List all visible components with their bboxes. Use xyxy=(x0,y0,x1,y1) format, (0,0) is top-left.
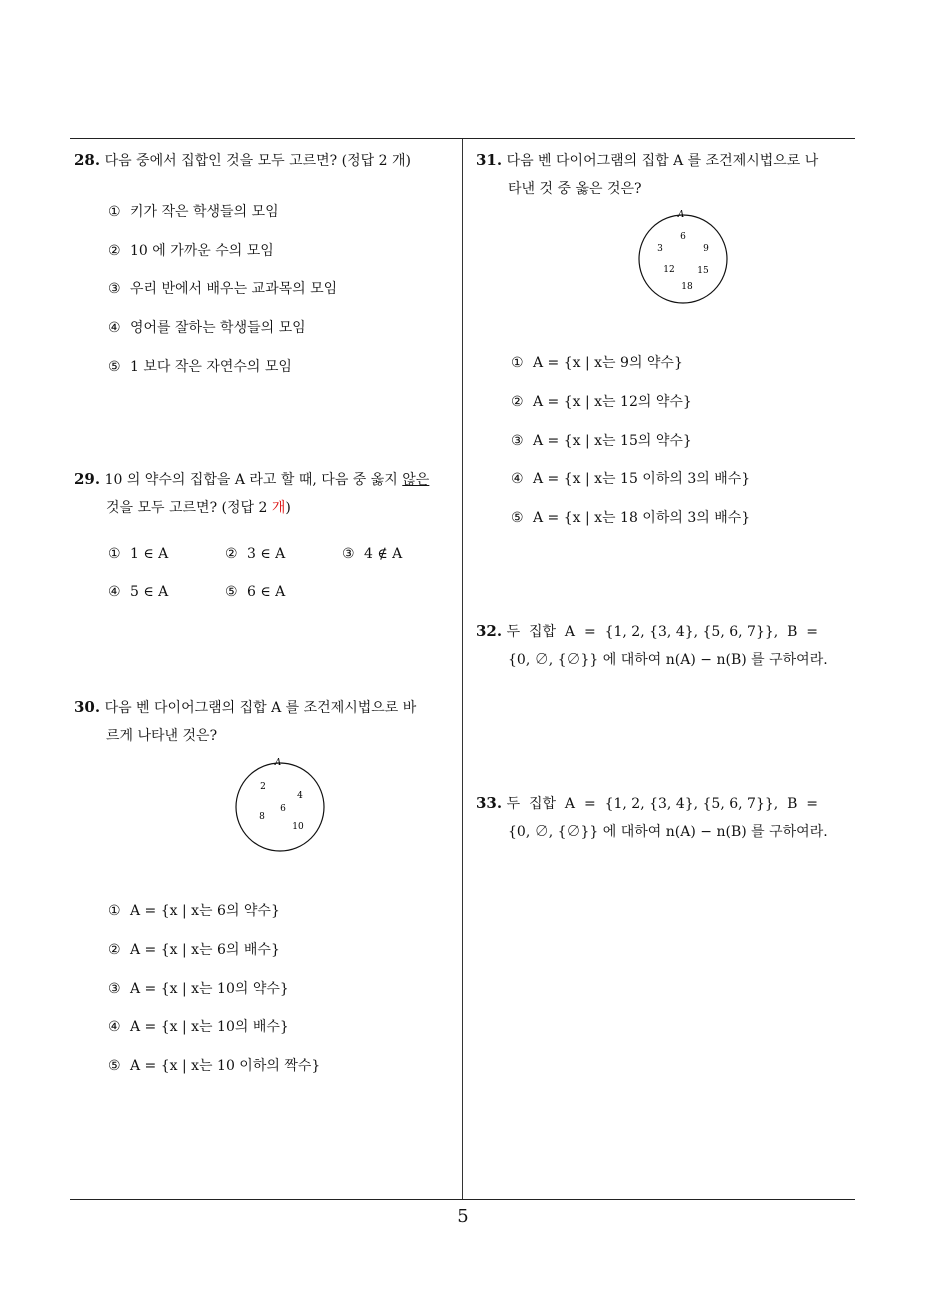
question-text-line2: 타낸 것 중 옳은 것은? xyxy=(508,181,642,197)
venn-diagram-q30 xyxy=(228,756,332,856)
question-text-line2: 르게 나타낸 것은? xyxy=(106,728,218,744)
venn-element: 18 xyxy=(681,282,693,292)
venn-element: 8 xyxy=(259,812,265,822)
q28-option-2[interactable]: ② 10 에 가까운 수의 모임 xyxy=(108,243,274,259)
q29-option-5[interactable]: ⑤ 6 ∈ A xyxy=(225,584,286,600)
q30-option-2[interactable]: ② A = {x | x는 6의 배수} xyxy=(108,942,280,958)
question-text-underlined: 않은 xyxy=(402,472,430,488)
venn-element: 4 xyxy=(297,791,303,801)
venn-element: 2 xyxy=(260,782,266,792)
q31-option-3[interactable]: ③ A = {x | x는 15의 약수} xyxy=(511,433,692,449)
q30-option-3[interactable]: ③ A = {x | x는 10의 약수} xyxy=(108,981,289,997)
question-number: 29. xyxy=(74,470,101,488)
q29-option-4[interactable]: ④ 5 ∈ A xyxy=(108,584,169,600)
venn-element: 6 xyxy=(280,804,286,814)
venn-label: A xyxy=(677,210,685,220)
question-text-line2: {0, ∅, {∅}} 에 대하여 n(A) − n(B) 를 구하여라. xyxy=(508,652,828,668)
question-31 xyxy=(476,146,861,203)
q28-option-4[interactable]: ④ 영어를 잘하는 학생들의 모임 xyxy=(108,320,306,336)
question-32 xyxy=(476,617,861,674)
q31-option-1[interactable]: ① A = {x | x는 9의 약수} xyxy=(511,355,683,371)
q29-option-3[interactable]: ③ 4 ∉ A xyxy=(342,546,403,562)
red-text: 개 xyxy=(271,500,286,516)
q28-option-5[interactable]: ⑤ 1 보다 작은 자연수의 모임 xyxy=(108,359,292,375)
q31-option-2[interactable]: ② A = {x | x는 12의 약수} xyxy=(511,394,692,410)
q28-option-3[interactable]: ③ 우리 반에서 배우는 교과목의 모임 xyxy=(108,281,338,297)
question-number: 30. xyxy=(74,698,101,716)
venn-element: 3 xyxy=(657,244,663,254)
venn-diagram-q31 xyxy=(632,207,736,307)
column-divider xyxy=(462,139,463,1199)
q30-option-1[interactable]: ① A = {x | x는 6의 약수} xyxy=(108,903,280,919)
venn-element: 10 xyxy=(292,822,304,832)
question-33 xyxy=(476,789,861,846)
question-text: 두 집합 A = {1, 2, {3, 4}, {5, 6, 7}}, B = xyxy=(506,624,819,640)
question-29 xyxy=(74,465,459,522)
question-30 xyxy=(74,693,459,750)
question-number: 28. xyxy=(74,151,101,169)
question-text: 다음 중에서 집합인 것을 모두 고르면? (정답 2 개) xyxy=(104,153,411,169)
q28-option-1[interactable]: ① 키가 작은 학생들의 모임 xyxy=(108,204,279,220)
question-text-line2: {0, ∅, {∅}} 에 대하여 n(A) − n(B) 를 구하여라. xyxy=(508,824,828,840)
page-number: 5 xyxy=(457,1206,469,1227)
q29-option-1[interactable]: ① 1 ∈ A xyxy=(108,546,169,562)
q29-option-2[interactable]: ② 3 ∈ A xyxy=(225,546,286,562)
venn-label: A xyxy=(274,758,282,768)
bottom-rule xyxy=(70,1199,855,1200)
q31-option-4[interactable]: ④ A = {x | x는 15 이하의 3의 배수} xyxy=(511,471,751,487)
question-text: 다음 벤 다이어그램의 집합 A 를 조건제시법으로 나 xyxy=(506,153,819,169)
venn-element: 12 xyxy=(663,265,675,275)
venn-element: 15 xyxy=(697,266,709,276)
q30-option-5[interactable]: ⑤ A = {x | x는 10 이하의 짝수} xyxy=(108,1058,321,1074)
venn-element: 9 xyxy=(703,244,709,254)
question-text: 다음 벤 다이어그램의 집합 A 를 조건제시법으로 바 xyxy=(104,700,417,716)
question-text: 두 집합 A = {1, 2, {3, 4}, {5, 6, 7}}, B = xyxy=(506,796,819,812)
question-text: 10 의 약수의 집합을 A 라고 할 때, 다음 중 옳지 xyxy=(104,472,403,488)
question-number: 33. xyxy=(476,794,503,812)
question-text-line2: 것을 모두 고르면? (정답 2 개) xyxy=(106,500,291,516)
venn-element: 6 xyxy=(680,232,686,242)
q30-option-4[interactable]: ④ A = {x | x는 10의 배수} xyxy=(108,1019,289,1035)
question-number: 32. xyxy=(476,622,503,640)
question-28 xyxy=(74,146,459,175)
q31-option-5[interactable]: ⑤ A = {x | x는 18 이하의 3의 배수} xyxy=(511,510,751,526)
question-number: 31. xyxy=(476,151,503,169)
